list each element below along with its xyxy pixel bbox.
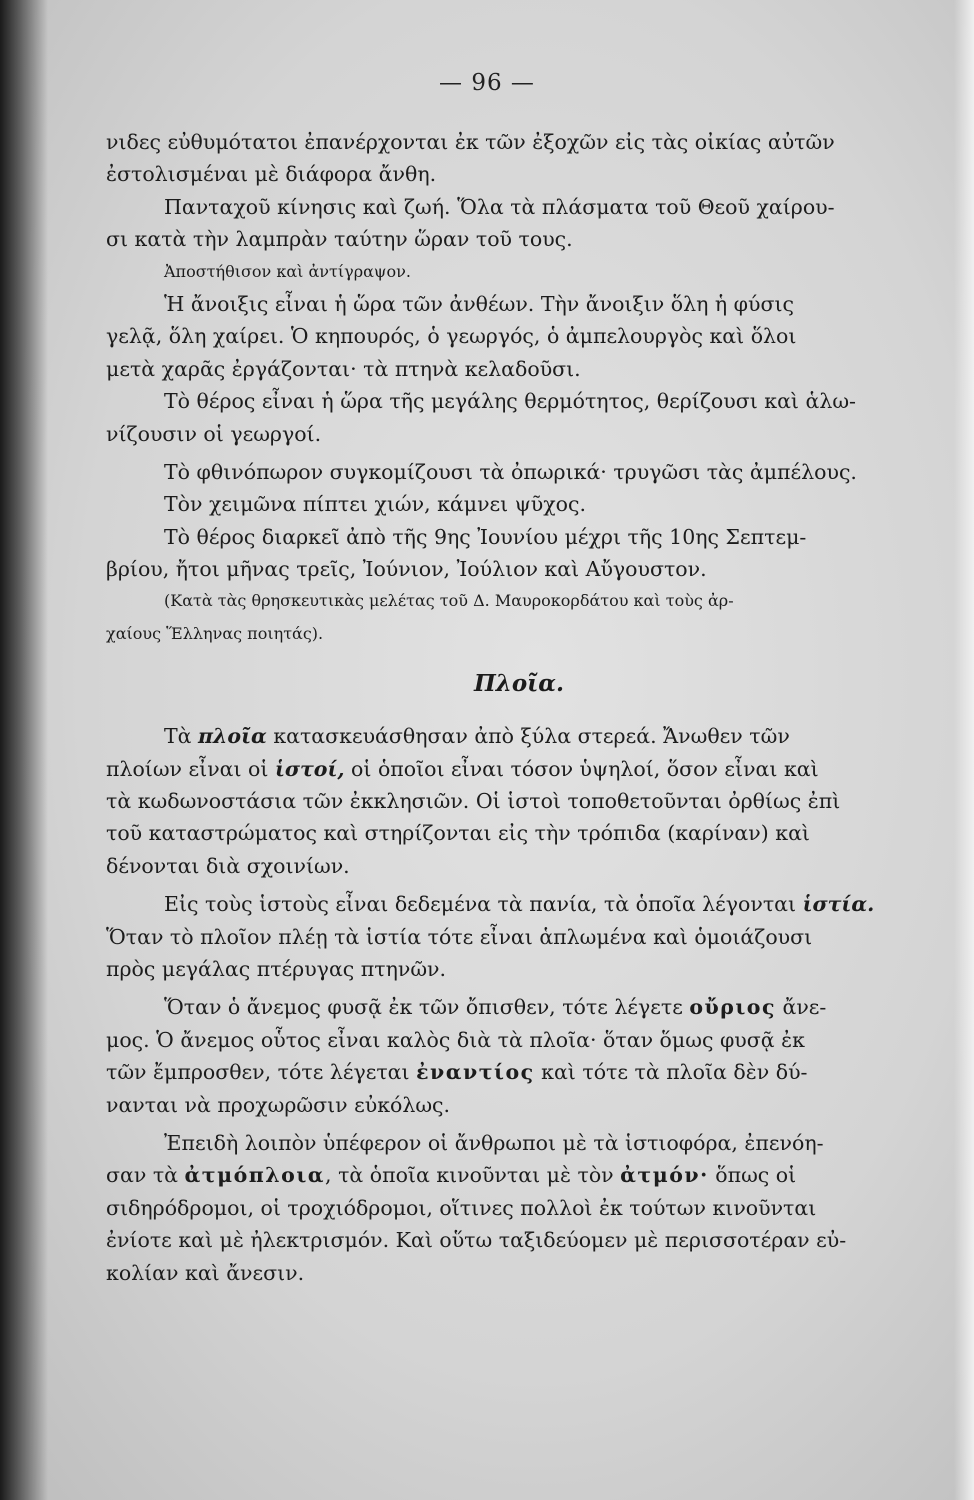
emphasis-term: ἀτμόπλοια: [184, 1163, 326, 1188]
text-line: βρίου, ἤτοι μῆνας τρεῖς, Ἰούνιον, Ἰούλιον καὶ Αὔγουστον.: [106, 557, 707, 582]
text-line: ἐνίοτε καὶ μὲ ἠλεκτρισμόν. Καὶ οὕτω ταξιδεύομεν μὲ περισσοτέραν εὐ-: [106, 1228, 847, 1253]
text-run: , τὰ ὁποῖα κινοῦνται μὲ τὸν: [325, 1163, 621, 1188]
page-edge: [954, 0, 974, 1500]
text-line: γελᾷ, ὅλη χαίρει. Ὁ κηπουρός, ὁ γεωργός, ὁ ἀμπελουργὸς καὶ ὅλοι: [106, 324, 797, 349]
emphasis-term: ἀτμόν·: [620, 1163, 709, 1188]
text-line: τοῦ καταστρώματος καὶ στηρίζονται εἰς τὴν τρόπιδα (καρίναν) καὶ: [106, 821, 810, 846]
emphasis-term: οὔριος: [689, 995, 776, 1020]
text-run: πλοίων εἶναι οἱ: [106, 756, 275, 781]
source-note: (Κατὰ τὰς θρησκευτικὰς μελέτας τοῦ Δ. Μαυροκορδάτου καὶ τοὺς ἀρ-: [164, 591, 734, 611]
text-run: κατασκευάσθησαν ἀπὸ ξύλα στερεά. Ἄνωθεν τῶν: [266, 724, 790, 749]
text-line: δένονται διὰ σχοινίων.: [106, 853, 350, 878]
text-line: Ὅταν τὸ πλοῖον πλέῃ τὰ ἱστία τότε εἶναι ἁπλωμένα καὶ ὁμοιάζουσι: [106, 924, 813, 949]
emphasis-term: ἐναντίος: [416, 1060, 535, 1085]
source-note: χαίους Ἕλληνας ποιητάς).: [106, 623, 324, 643]
text-run: ἄνε-: [775, 995, 827, 1020]
page-body: [106, 126, 932, 1289]
text-line: μος. Ὁ ἄνεμος οὗτος εἶναι καλὸς διὰ τὰ πλοῖα· ὅταν ὅμως φυσᾷ ἐκ: [106, 1027, 805, 1052]
text-line: σι κατὰ τὴν λαμπρὰν ταύτην ὥραν τοῦ τους.: [106, 227, 573, 252]
text-run: Εἰς τοὺς ἱστοὺς εἶναι δεδεμένα τὰ πανία, τὰ ὁποῖα λέγονται: [164, 892, 803, 917]
emphasis-term: ἱστοί,: [274, 756, 345, 781]
text-line: πρὸς μεγάλας πτέρυγας πτηνῶν.: [106, 956, 447, 981]
text-line: [106, 888, 932, 920]
emphasis-term: πλοῖα: [198, 724, 267, 749]
page-number: — 96 —: [439, 70, 535, 96]
text-line: Ἐπειδὴ λοιπὸν ὑπέφερον οἱ ἄνθρωποι μὲ τὰ ἱστιοφόρα, ἐπενόη-: [164, 1130, 824, 1155]
section-heading: Πλοῖα.: [473, 670, 565, 698]
text-line: τὰ κωδωνοστάσια τῶν ἐκκλησιῶν. Οἱ ἱστοὶ τοποθετοῦνται ὀρθίως ἐπὶ: [106, 789, 841, 814]
text-run: σαν τὰ: [106, 1163, 185, 1188]
text-line: μετὰ χαρᾶς ἐργάζονται· τὰ πτηνὰ κελαδοῦσι.: [106, 356, 581, 381]
text-line: Πανταχοῦ κίνησις καὶ ζωή. Ὅλα τὰ πλάσματα τοῦ Θεοῦ χαίρου-: [164, 194, 835, 219]
text-line: [106, 1159, 932, 1191]
text-line: Ἡ ἄνοιξις εἶναι ἡ ὥρα τῶν ἀνθέων. Τὴν ἄνοιξιν ὅλη ἡ φύσις: [164, 291, 795, 316]
text-line: κολίαν καὶ ἄνεσιν.: [106, 1260, 305, 1285]
text-line: Τὸ φθινόπωρον συγκομίζουσι τὰ ὀπωρικά· τρυγῶσι τὰς ἀμπέλους.: [164, 459, 857, 484]
text-line: [106, 1056, 932, 1088]
binding-shadow: [0, 0, 48, 1500]
text-run: Ὅταν ὁ ἄνεμος φυσᾷ ἐκ τῶν ὄπισθεν, τότε λέγετε: [164, 995, 690, 1020]
text-run: οἱ ὁποῖοι εἶναι τόσον ὑψηλοί, ὅσον εἶναι καὶ: [344, 756, 819, 781]
text-line: νιδες εὐθυμότατοι ἐπανέρχονται ἐκ τῶν ἐξοχῶν εἰς τὰς οἰκίας αὐτῶν: [106, 130, 835, 154]
text-line: ἐστολισμέναι μὲ διάφορα ἄνθη.: [106, 162, 437, 187]
text-line: νανται νὰ προχωρῶσιν εὐκόλως.: [106, 1092, 451, 1117]
text-line: [106, 753, 932, 785]
text-line: σιδηρόδρομοι, οἱ τροχιόδρομοι, οἵτινες πολλοὶ ἐκ τούτων κινοῦνται: [106, 1195, 817, 1220]
text-line: νίζουσιν οἱ γεωργοί.: [106, 421, 322, 446]
text-line: Τὸ θέρος διαρκεῖ ἀπὸ τῆς 9ης Ἰουνίου μέχρι τῆς 10ης Σεπτεμ-: [164, 524, 807, 549]
text-line: [106, 720, 932, 752]
text-run: καὶ τότε τὰ πλοῖα δὲν δύ-: [534, 1060, 808, 1085]
text-run: Τὰ: [164, 724, 199, 749]
text-line: [106, 991, 932, 1023]
text-line: Τὸ θέρος εἶναι ἡ ὥρα τῆς μεγάλης θερμότητος, θερίζουσι καὶ ἁλω-: [164, 389, 856, 414]
text-run: τῶν ἔμπροσθεν, τότε λέγεται: [106, 1060, 417, 1085]
text-run: ὅπως οἱ: [708, 1163, 797, 1188]
text-line: Τὸν χειμῶνα πίπτει χιών, κάμνει ψῦχος.: [164, 492, 587, 517]
exercise-note: Ἀποστήθισον καὶ ἀντίγραψον.: [164, 261, 411, 281]
emphasis-term: ἱστία.: [802, 892, 875, 917]
